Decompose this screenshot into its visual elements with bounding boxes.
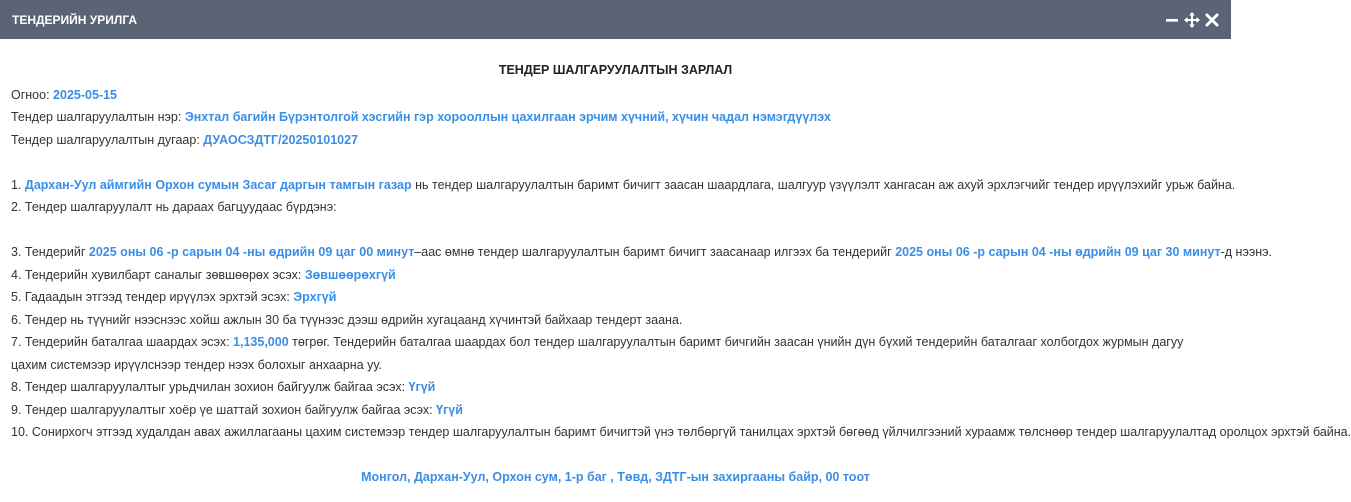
item-4-label: 4. Тендерийн хувилбарт саналыг зөвшөөрөх эсэх:: [11, 267, 302, 282]
minimize-icon[interactable]: [1165, 13, 1179, 27]
spacer: [11, 151, 1220, 174]
item-9: [11, 399, 1220, 422]
tender-number-label: Тендер шалгаруулалтын дугаар:: [11, 132, 200, 147]
spacer: [11, 219, 1220, 242]
item-10: 10. Сонирхогч этгээд худалдан авах ажиллагааны цахим системээр тендер шалгаруулалтын баримт бичигтэй үнэ төлбөргүй танилцах эрхтэй бөгөөд үйлчилгээний хураамж төлснөөр тендер шалгаруулалтад оролцох эрхтэй байна.: [11, 425, 1351, 439]
item-7-text: төгрөг. Тендерийн баталгаа шаардах бол тендер шалгаруулалтын баримт бичгийн заасан үнийн дүн бүхий тендерийн баталгааг холбогдох журмын дагуу цахим системээр ирүүлснээр тендер нээх болохыг анхаарна уу.: [11, 335, 1184, 372]
window-titlebar: [0, 0, 1231, 39]
item-4-value: Зөвшөөрөхгүй: [304, 267, 396, 282]
move-icon[interactable]: [1185, 13, 1199, 27]
document-body: [0, 39, 1351, 488]
item-3: [11, 241, 1272, 264]
item-5: [11, 286, 1220, 309]
guarantee-amount: 1,135,000: [233, 335, 289, 349]
tender-name-value: Энхтал багийн Бүрэнтолгой хэсгийн гэр хорооллын цахилгаан эрчим хүчний, хүчин чадал нэмэгдүүлэх: [184, 110, 831, 124]
item-5-label: 5. Гадаадын этгээд тендер ирүүлэх эрхтэй эсэх:: [11, 290, 290, 304]
window-title: ТЕНДЕРИЙН УРИЛГА: [12, 12, 138, 27]
date-value: 2025-05-15: [53, 87, 117, 102]
item-9-label: 9. Тендер шалгаруулалтыг хоёр үе шаттай зохион байгуулж байгаа эсэх:: [11, 402, 433, 417]
window-controls: [1165, 13, 1219, 27]
item-3-suffix: -д нээнэ.: [1220, 245, 1272, 259]
date-row: [11, 84, 1220, 107]
opening-time: 2025 оны 06 -р сарын 04 -ны өдрийн 09 цаг 30 минут: [895, 245, 1221, 259]
item-1-prefix: 1.: [11, 177, 22, 192]
item-5-value: Эрхгүй: [293, 290, 337, 304]
organization-name: Дархан-Уул аймгийн Орхон сумын Засаг даргын тамгын газар: [24, 177, 412, 192]
item-9-value: Үгүй: [436, 402, 463, 417]
close-icon[interactable]: [1205, 13, 1219, 27]
item-3-prefix: 3. Тендерийг: [11, 245, 86, 259]
tender-number-value: ДУАОСЗДТГ/20250101027: [203, 132, 359, 147]
submission-deadline: 2025 оны 06 -р сарын 04 -ны өдрийн 09 цаг 00 минут: [88, 245, 415, 259]
item-8: [11, 376, 1220, 399]
item-3-mid: –аас өмнө тендер шалгаруулалтын баримт бичигт заасанаар илгээх ба тендерийг: [414, 245, 892, 259]
item-4: [11, 264, 1220, 287]
address: Монгол, Дархан-Уул, Орхон сум, 1-р баг , Төвд, ЗДТГ-ын захиргааны байр, 00 тоот: [361, 469, 870, 484]
date-label: Огноо:: [11, 87, 50, 102]
item-7-label: 7. Тендерийн баталгаа шаардах эсэх:: [11, 335, 230, 349]
document-heading: ТЕНДЕР ШАЛГАРУУЛАЛТЫН ЗАРЛАЛ: [498, 63, 733, 77]
tender-number-row: [11, 129, 1220, 152]
tender-name-label: Тендер шалгаруулалтын нэр:: [11, 110, 182, 124]
item-2: 2. Тендер шалгаруулалт нь дараах багцуудаас бүрдэнэ:: [11, 200, 337, 214]
item-6: 6. Тендер нь түүнийг нээснээс хойш ажлын 30 ба түүнээс дээш өдрийн хугацаанд хүчинтэй байхаар тендерт заана.: [11, 312, 683, 327]
item-7: [11, 331, 1220, 376]
item-1: [11, 174, 1236, 197]
item-1-text: нь тендер шалгаруулалтын баримт бичигт заасан шаардлага, шалгуур үзүүлэлт хангасан аж ахуй эрхлэгчийг тендер ирүүлэхийг урьж байна.: [415, 177, 1236, 192]
item-8-label: 8. Тендер шалгаруулалтыг урьдчилан зохион байгуулж байгаа эсэх:: [11, 380, 406, 394]
item-8-value: Үгүй: [408, 380, 436, 394]
tender-name-row: [11, 106, 1220, 129]
